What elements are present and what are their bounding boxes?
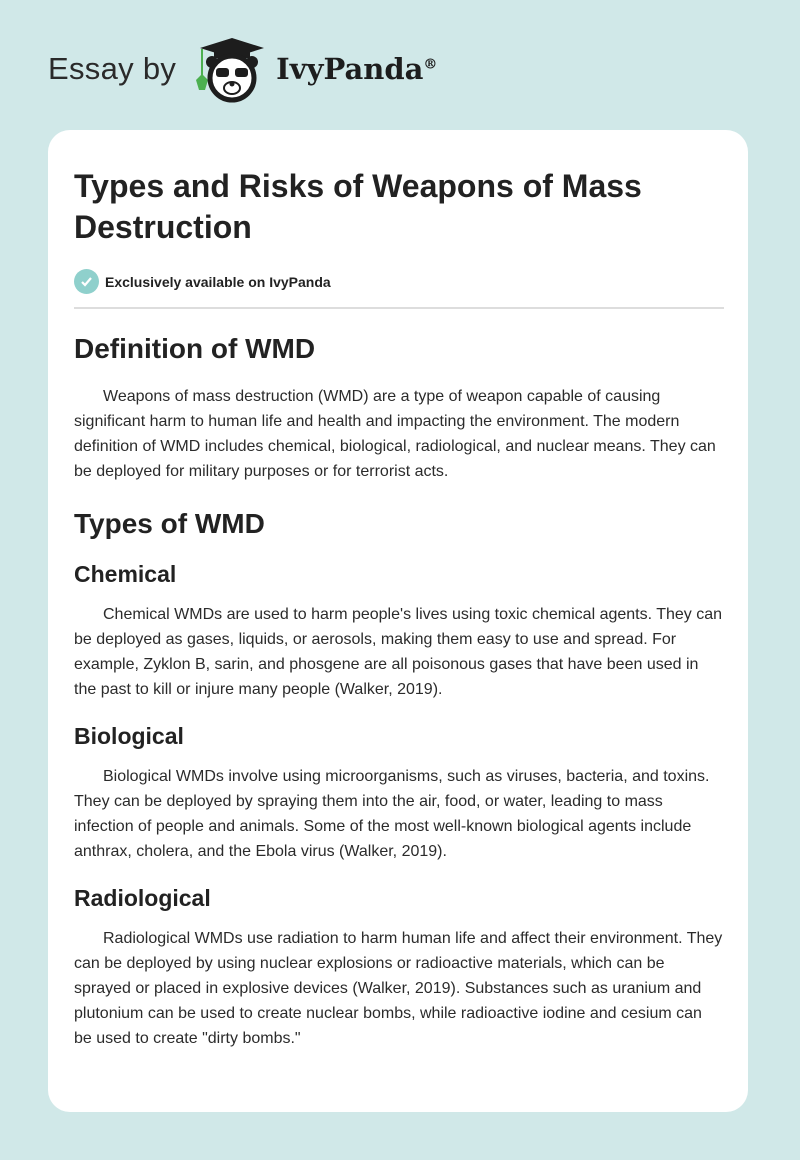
divider bbox=[74, 307, 724, 309]
exclusive-badge bbox=[74, 269, 724, 294]
subsection-heading: Biological bbox=[74, 723, 184, 749]
check-icon bbox=[74, 269, 99, 294]
panda-logo-icon[interactable] bbox=[190, 34, 270, 104]
essay-card bbox=[48, 130, 748, 1112]
subsection-paragraph: Chemical WMDs are used to harm people's lives using toxic chemical agents. They can be deployed as gases, liquids, or aerosols, making them easy to use and spread. For example, Zyklon B, sarin, and phosgene are all poisonous gases that have been used in the past to kill or injure many people (Walker, 2019). bbox=[74, 606, 723, 698]
subsection-heading: Radiological bbox=[74, 885, 211, 911]
essay-content bbox=[74, 166, 724, 1051]
subsection-heading: Chemical bbox=[74, 561, 177, 587]
section-heading: Definition of WMD bbox=[74, 333, 316, 364]
subsection-paragraph: Biological WMDs involve using microorganisms, such as viruses, bacteria, and toxins. They can be deployed by spraying them into the air, food, or water, leading to mass infection of people and animals. Some of the most well-known biological agents include anthrax, cholera, and the Ebola virus (Walker, 2019). bbox=[74, 768, 710, 860]
essay-title: Types and Risks of Weapons of Mass Destruction bbox=[74, 168, 642, 245]
registered-mark: ® bbox=[423, 56, 438, 73]
essay-by-label: Essay by bbox=[48, 51, 177, 86]
section-paragraph: Weapons of mass destruction (WMD) are a type of weapon capable of causing significant harm to human life and health and impacting the environment. The modern definition of WMD includes chemical, biological, radiological, and nuclear means. They can be deployed for military purposes or for terrorist acts. bbox=[74, 388, 716, 480]
brand-text: IvyPanda bbox=[276, 52, 424, 86]
site-header bbox=[48, 34, 437, 104]
subsection-paragraph: Radiological WMDs use radiation to harm human life and affect their environment. They can be deployed by using nuclear explosions or radioactive materials, which can be sprayed or placed in explosive devices (Walker, 2019). Substances such as uranium and plutonium can be used to create nuclear bombs, while radioactive iodine and cesium can be used to create "dirty bombs." bbox=[74, 930, 723, 1047]
brand-name[interactable] bbox=[276, 52, 437, 86]
section-heading: Types of WMD bbox=[74, 508, 265, 539]
exclusive-text: Exclusively available on IvyPanda bbox=[105, 273, 331, 290]
